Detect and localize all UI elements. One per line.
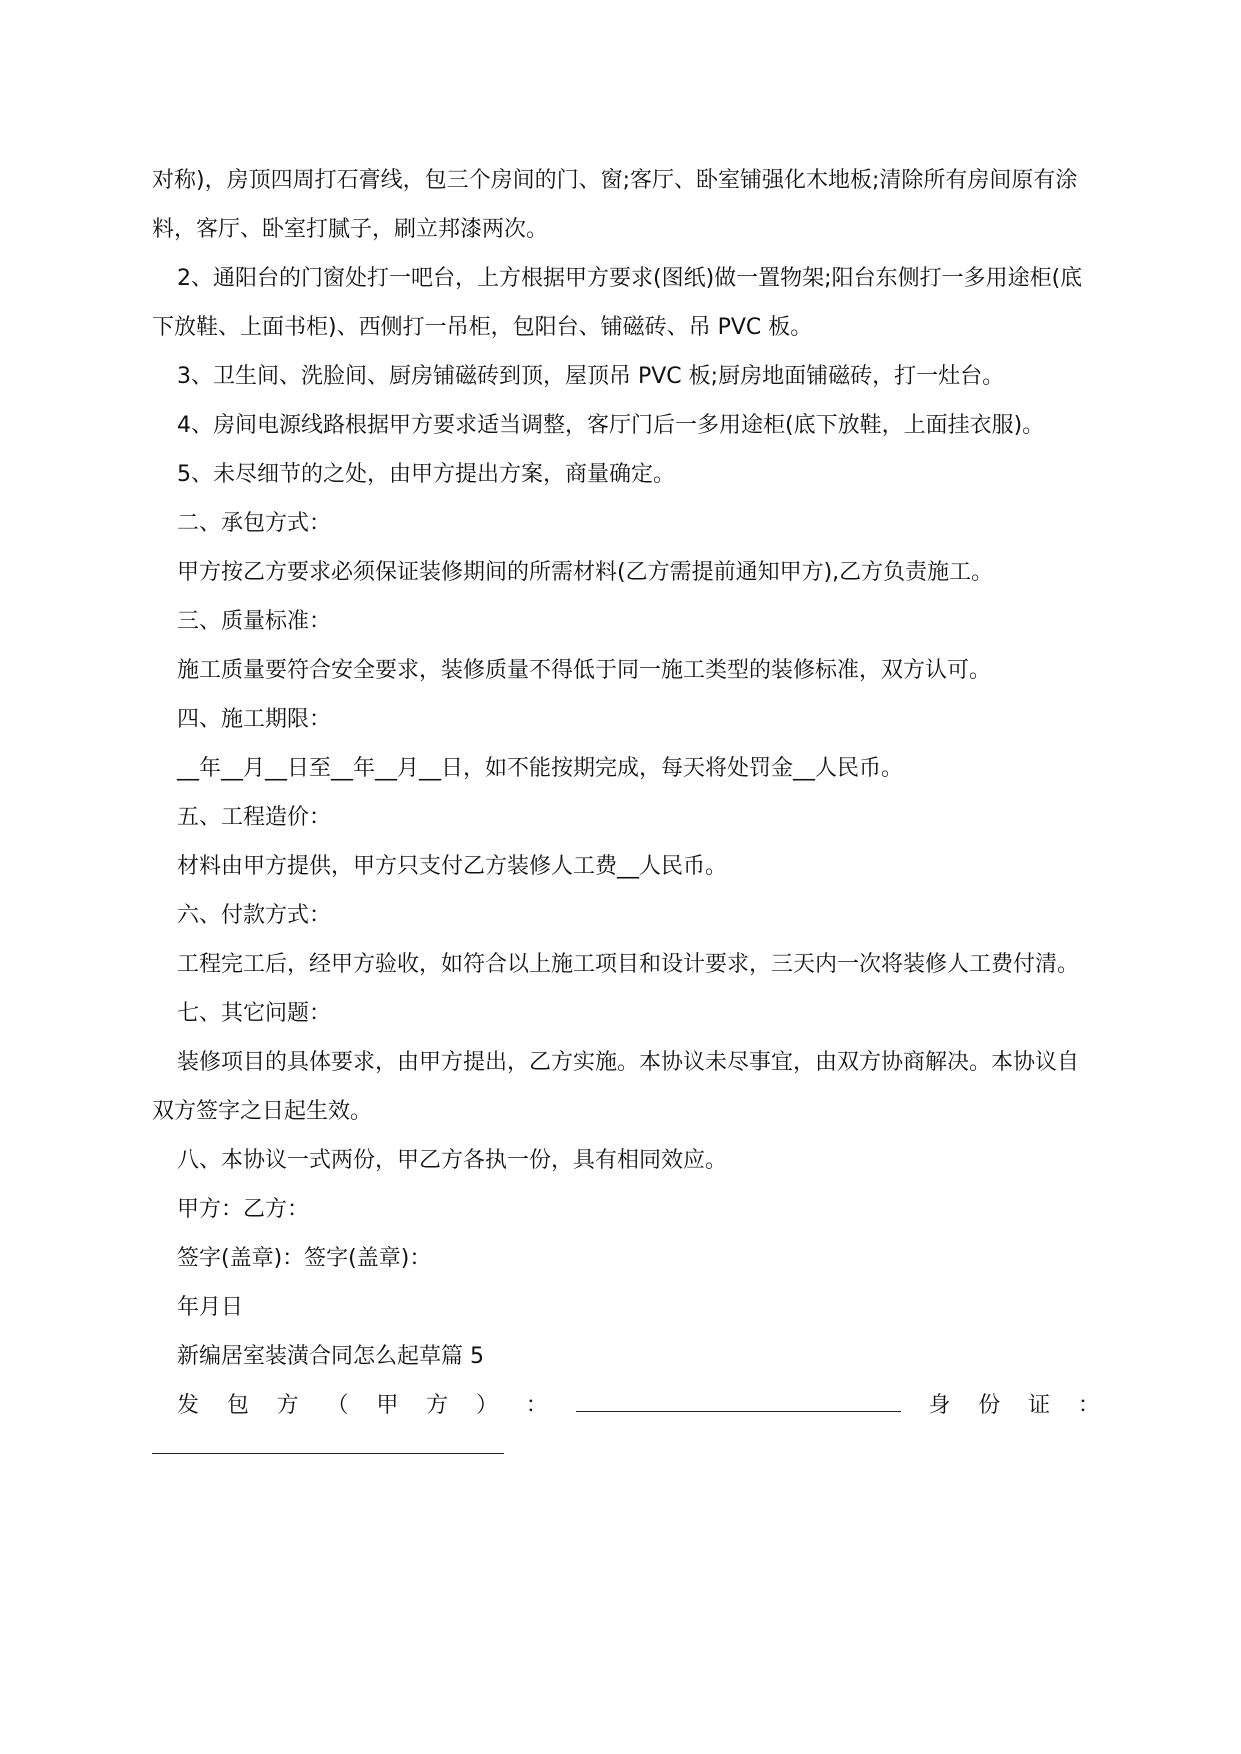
document-body <box>152 156 1100 1381</box>
paragraph: __年__月__日至__年__月__日，如不能按期完成，每天将处罚金__人民币。 <box>177 756 904 781</box>
spread-char: 方 <box>426 1393 449 1418</box>
paragraph: 对称)，房顶四周打石膏线，包三个房间的门、窗;客厅、卧室铺强化木地板;清除所有房间原有涂料，客厅、卧室打腻子，刷立邦漆两次。 <box>152 168 1078 242</box>
paragraph: 七、其它问题： <box>177 1001 332 1026</box>
paragraph: 三、质量标准： <box>177 609 332 634</box>
paragraph: 材料由甲方提供，甲方只支付乙方装修人工费__人民币。 <box>177 854 728 879</box>
spread-char: 身 <box>928 1393 951 1418</box>
spread-char: 份 <box>978 1393 1001 1418</box>
paragraph: 年月日 <box>177 1295 244 1320</box>
paragraph: 工程完工后，经甲方验收，如符合以上施工项目和设计要求，三天内一次将装修人工费付清。 <box>177 952 1080 977</box>
spread-char: 甲 <box>376 1393 399 1418</box>
spread-char: 发 <box>177 1393 200 1418</box>
paragraph: 甲方按乙方要求必须保证装修期间的所需材料(乙方需提前通知甲方),乙方负责施工。 <box>177 560 994 585</box>
spread-char: 方 <box>276 1393 299 1418</box>
paragraph: 八、本协议一式两份，甲乙方各执一份，具有相同效应。 <box>177 1148 728 1173</box>
spread-char: 证 <box>1028 1393 1051 1418</box>
fill-in-blank <box>576 1410 901 1412</box>
paragraph: 二、承包方式： <box>177 511 332 536</box>
fill-in-blank-id <box>152 1452 504 1454</box>
paragraph: 3、卫生间、洗脸间、厨房铺磁砖到顶，屋顶吊 PVC 板;厨房地面铺磁砖，打一灶台。 <box>177 364 1005 389</box>
paragraph: 施工质量要符合安全要求，装修质量不得低于同一施工类型的装修标准，双方认可。 <box>177 658 992 683</box>
paragraph: 四、施工期限： <box>177 707 332 732</box>
spread-char: ： <box>525 1393 548 1418</box>
paragraph: 装修项目的具体要求，由甲方提出，乙方实施。本协议未尽事宜，由双方协商解决。本协议自双方签字之日起生效。 <box>152 1050 1080 1124</box>
paragraph: 2、通阳台的门窗处打一吧台，上方根据甲方要求(图纸)做一置物架;阳台东侧打一多用途柜(底下放鞋、上面书柜)、西侧打一吊柜，包阳台、铺磁砖、吊 PVC 板。 <box>152 266 1083 340</box>
spread-char: ） <box>475 1393 498 1418</box>
paragraph: 新编居室装潢合同怎么起草篇 5 <box>177 1344 484 1369</box>
document-page <box>152 156 1100 1454</box>
paragraph: 4、房间电源线路根据甲方要求适当调整，客厅门后一多用途柜(底下放鞋，上面挂衣服)。 <box>177 413 1045 438</box>
spread-char: （ <box>326 1393 349 1418</box>
spread-char: 包 <box>226 1393 249 1418</box>
paragraph: 5、未尽细节的之处，由甲方提出方案，商量确定。 <box>177 462 675 487</box>
paragraph: 甲方：乙方： <box>177 1197 310 1222</box>
paragraph: 六、付款方式： <box>177 903 332 928</box>
paragraph: 签字(盖章)：签字(盖章)： <box>177 1246 432 1271</box>
paragraph: 五、工程造价： <box>177 805 332 830</box>
contractor-line <box>152 1381 1100 1430</box>
spread-char: ： <box>1077 1393 1100 1418</box>
